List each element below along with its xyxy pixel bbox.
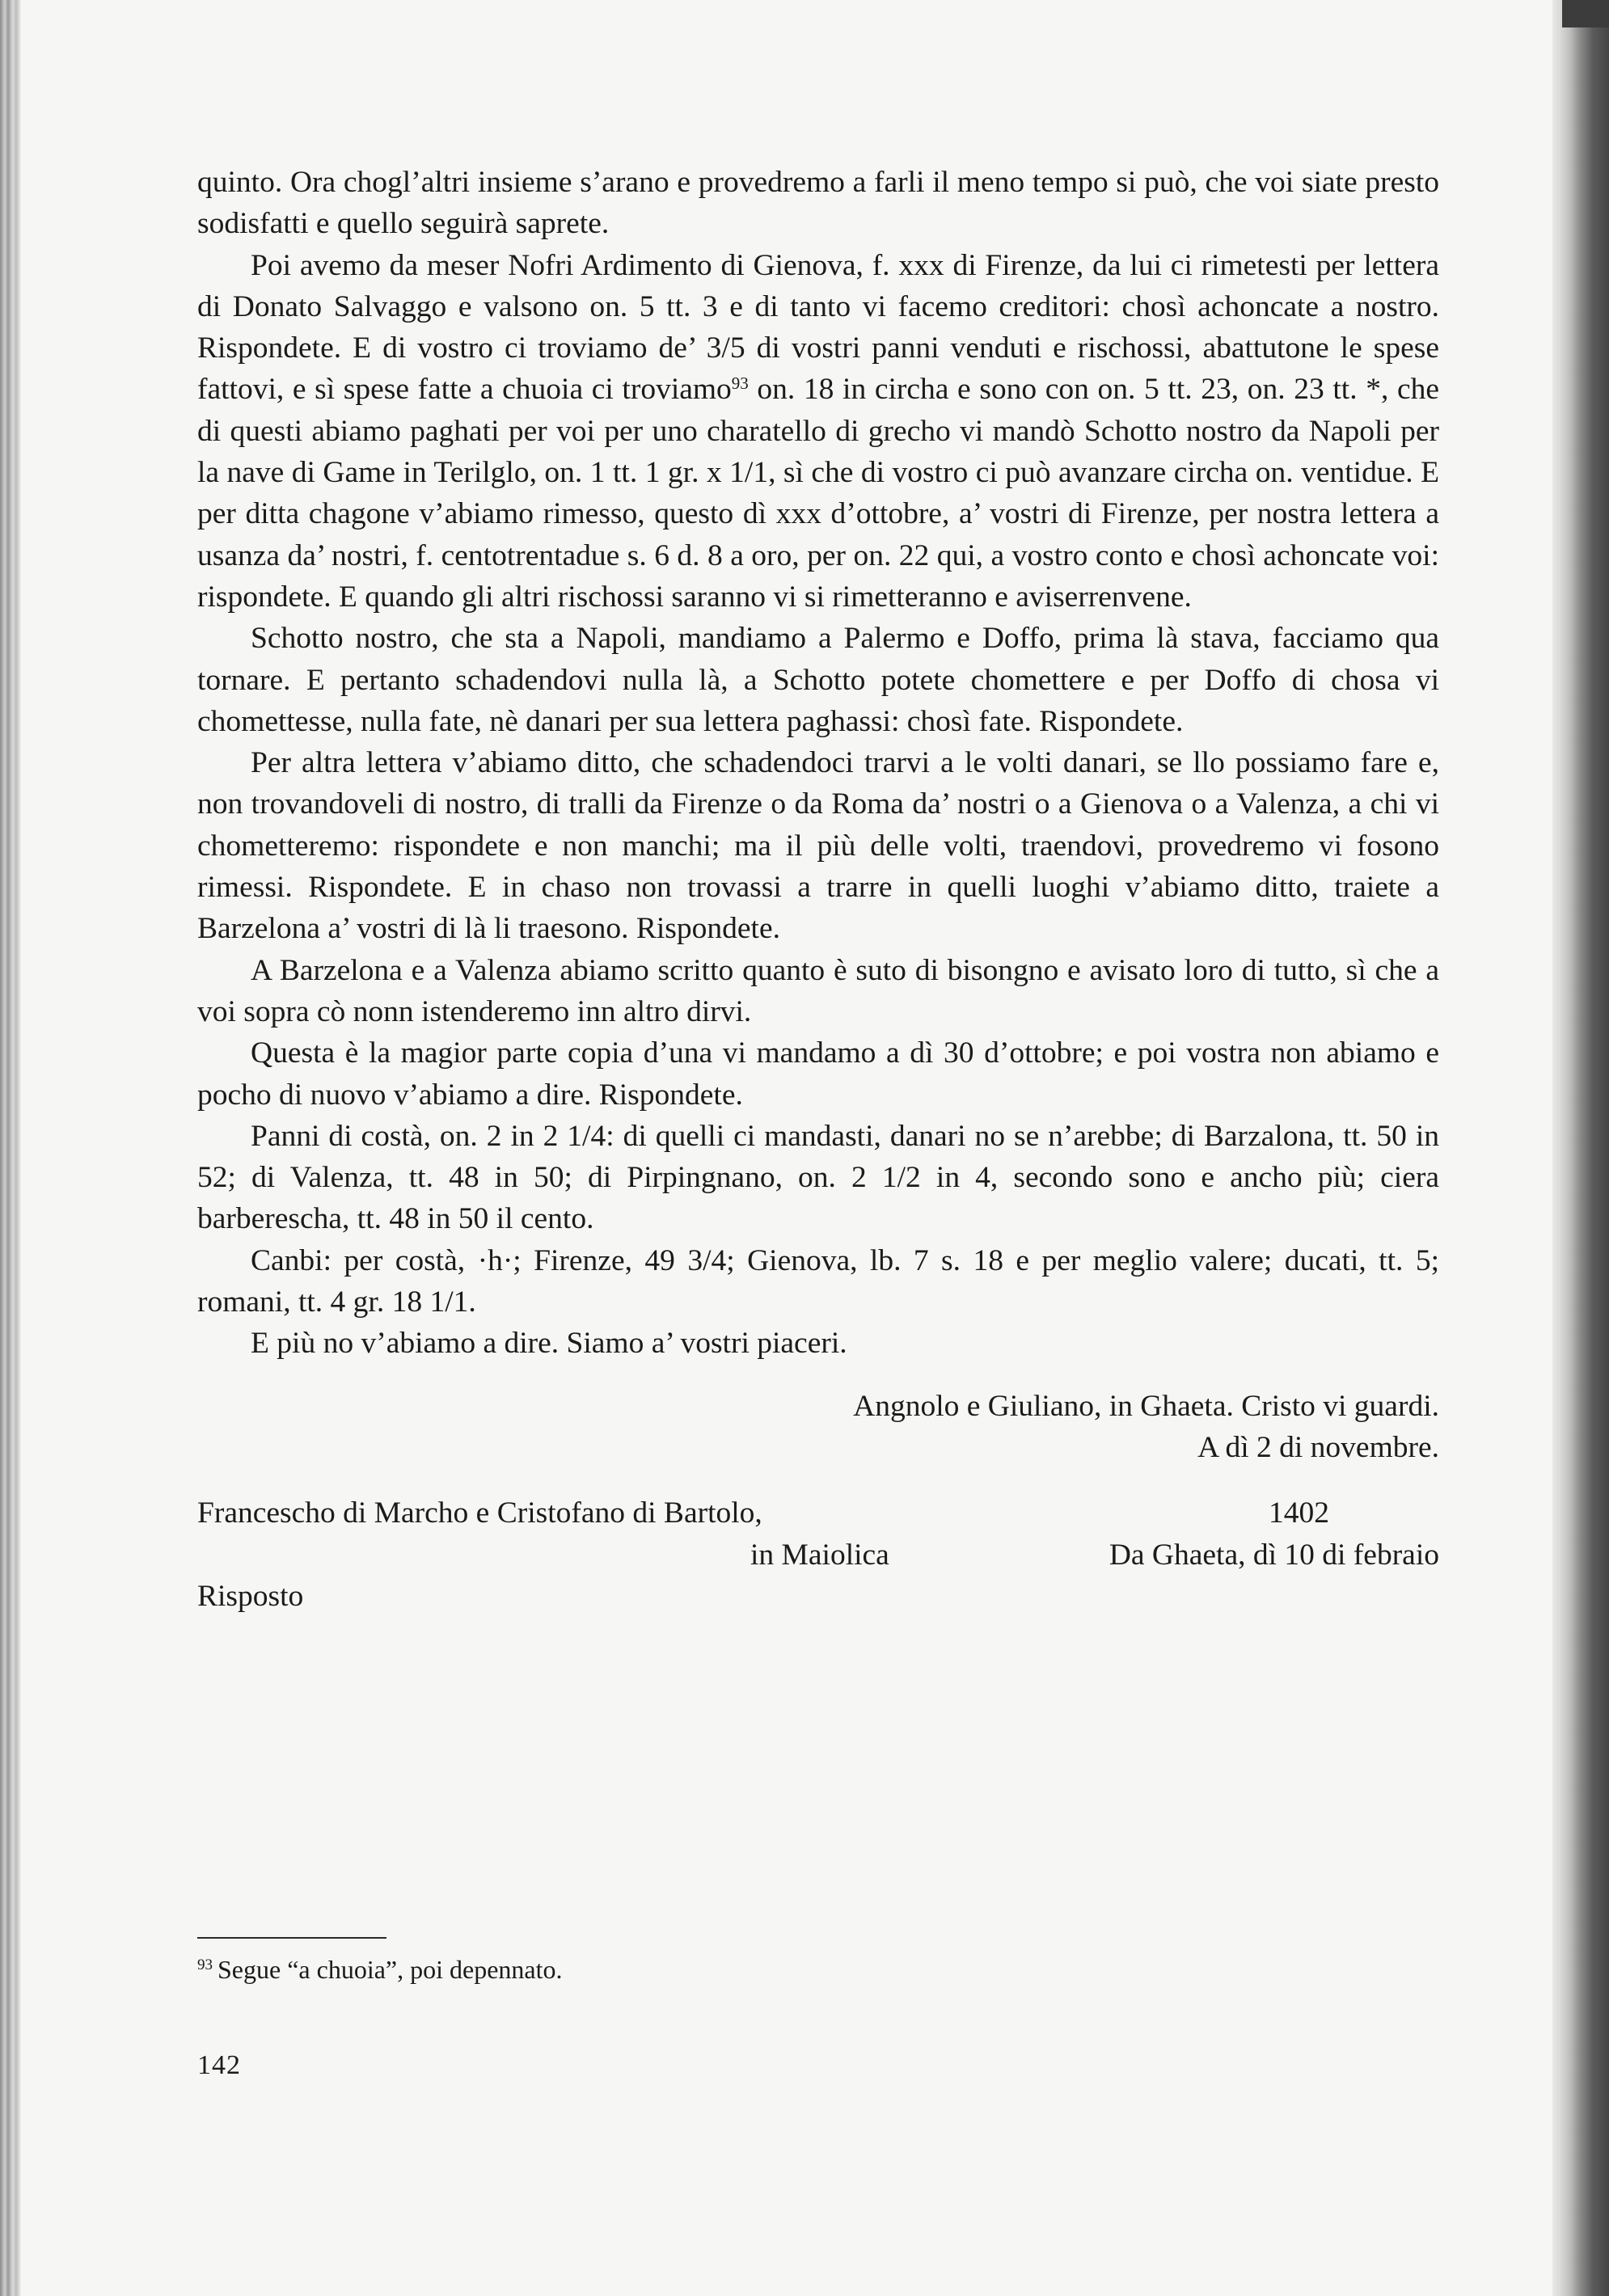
paragraph-6: Questa è la magior parte copia d’una vi mandamo a dì 30 d’ottobre; e poi vostra non abiamo e pocho di nuovo v’abiamo a dire. Rispondete. xyxy=(197,1036,1439,1112)
signature-block xyxy=(197,1386,1439,1469)
paragraph-1: quinto. Ora chogl’altri insieme s’arano e provedremo a farli il meno tempo si può, che voi siate presto sodisfatti e quello seguirà saprete. xyxy=(197,166,1439,241)
footnote-number: 93 xyxy=(197,1956,213,1973)
page-edge-shadow xyxy=(1552,0,1609,2296)
footnote xyxy=(197,1952,1248,1987)
paragraph-2-text: Poi avemo da meser Nofri Ardimento di Gienova, f. xxx di Firenze, da lui ci rimetesti per lettera di Donato Salvaggo e valsono on. 5 tt. 3 e di tanto vi facemo creditori: chosì achoncate a nostro. Rispondete. E di vostro ci troviamo de’ 3/5 di vostri panni venduti e rischossi, abattutone le spese fattovi, e sì spese fatte a chuoia ci troviamo xyxy=(197,248,1439,407)
answered-note: Risposto xyxy=(197,1579,304,1613)
paragraph-2 xyxy=(197,245,1439,618)
recipient-name: Francescho di Marcho e Cristofano di Bartolo, xyxy=(197,1496,762,1530)
year: 1402 xyxy=(1269,1496,1329,1530)
footnote-ref[interactable]: 93 xyxy=(731,374,749,394)
signature-date: A dì 2 di novembre. xyxy=(1197,1430,1439,1464)
paragraph-3: Schotto nostro, che sta a Napoli, mandiamo a Palermo e Doffo, prima là stava, facciamo qua tornare. E pertanto schadendovi nulla là, a Schotto potete chomettere e per Doffo di chosa vi chomettesse, nulla fate, nè danari per sua lettera paghassi: chosì fate. Rispondete. xyxy=(197,622,1439,738)
paragraph-7: Panni di costà, on. 2 in 2 1/4: di quelli ci mandasti, danari no se n’arebbe; di Barzalona, tt. 50 in 52; di Valenza, tt. 48 in 50; di Pirpingnano, on. 2 1/2 in 4, secondo sono e ancho più; ciera barberescha, tt. 48 in 50 il cento. xyxy=(197,1119,1439,1236)
recipient-place: in Maiolica xyxy=(750,1538,889,1572)
signature-line: Angnolo e Giuliano, in Ghaeta. Cristo vi guardi. xyxy=(853,1389,1439,1423)
letter-body xyxy=(197,162,1439,1617)
paragraph-5: A Barzelona e a Valenza abiamo scritto quanto è suto di bisongno e avisato loro di tutto, sì che a voi sopra cò nonn istenderemo inn altro dirvi. xyxy=(197,953,1439,1028)
address-block xyxy=(197,1492,1439,1617)
page-number: 142 xyxy=(197,2050,241,2080)
paragraph-4: Per altra lettera v’abiamo ditto, che schadendoci trarvi a le volti danari, se llo possiamo fare e, non trovandoveli di nostro, di tralli da Firenze o da Roma da’ nostri o a Gienova o a Valenza, a chi vi chometteremo: rispondete e non manchi; ma il più delle volti, traendovi, provedremo vi fosono rimessi. Rispondete. E in chaso non trovassi a trarre in quelli luoghi v’abiamo ditto, traiete a Barzelona a’ vostri di là li traesono. Rispondete. xyxy=(197,746,1439,946)
paragraph-2-tail: on. 18 in circha e sono con on. 5 tt. 23, on. 23 tt. *, che di questi abiamo paghati per voi per uno charatello di grecho vi mandò Schotto nostro da Napoli per la nave di Game in Terilglo, on. 1 tt. 1 gr. x 1/1, sì che di vostro ci può avanzare circha on. ventidue. E per ditta chagone v’abiamo rimesso, questo dì xxx d’ottobre, a’ vostri di Firenze, per nostra lettera a usanza da’ nostri, f. centotrentadue s. 6 d. 8 a oro, per on. 22 qui, a vostro conto e chosì achoncate voi: rispondete. E quando gli altri rischossi saranno vi si rimetteranno e aviserrenvene. xyxy=(197,373,1439,614)
footnote-divider xyxy=(197,1937,386,1939)
footnote-text: Segue “a chuoia”, poi depennato. xyxy=(217,1955,563,1984)
paragraph-9: E più no v’abiamo a dire. Siamo a’ vostri piaceri. xyxy=(251,1327,847,1361)
received-note: Da Ghaeta, dì 10 di febraio xyxy=(1109,1538,1439,1572)
paragraph-8: Canbi: per costà, ·h·; Firenze, 49 3/4; Gienova, lb. 7 s. 18 e per meglio valere; ducati, tt. 5; romani, tt. 4 gr. 18 1/1. xyxy=(197,1243,1439,1319)
